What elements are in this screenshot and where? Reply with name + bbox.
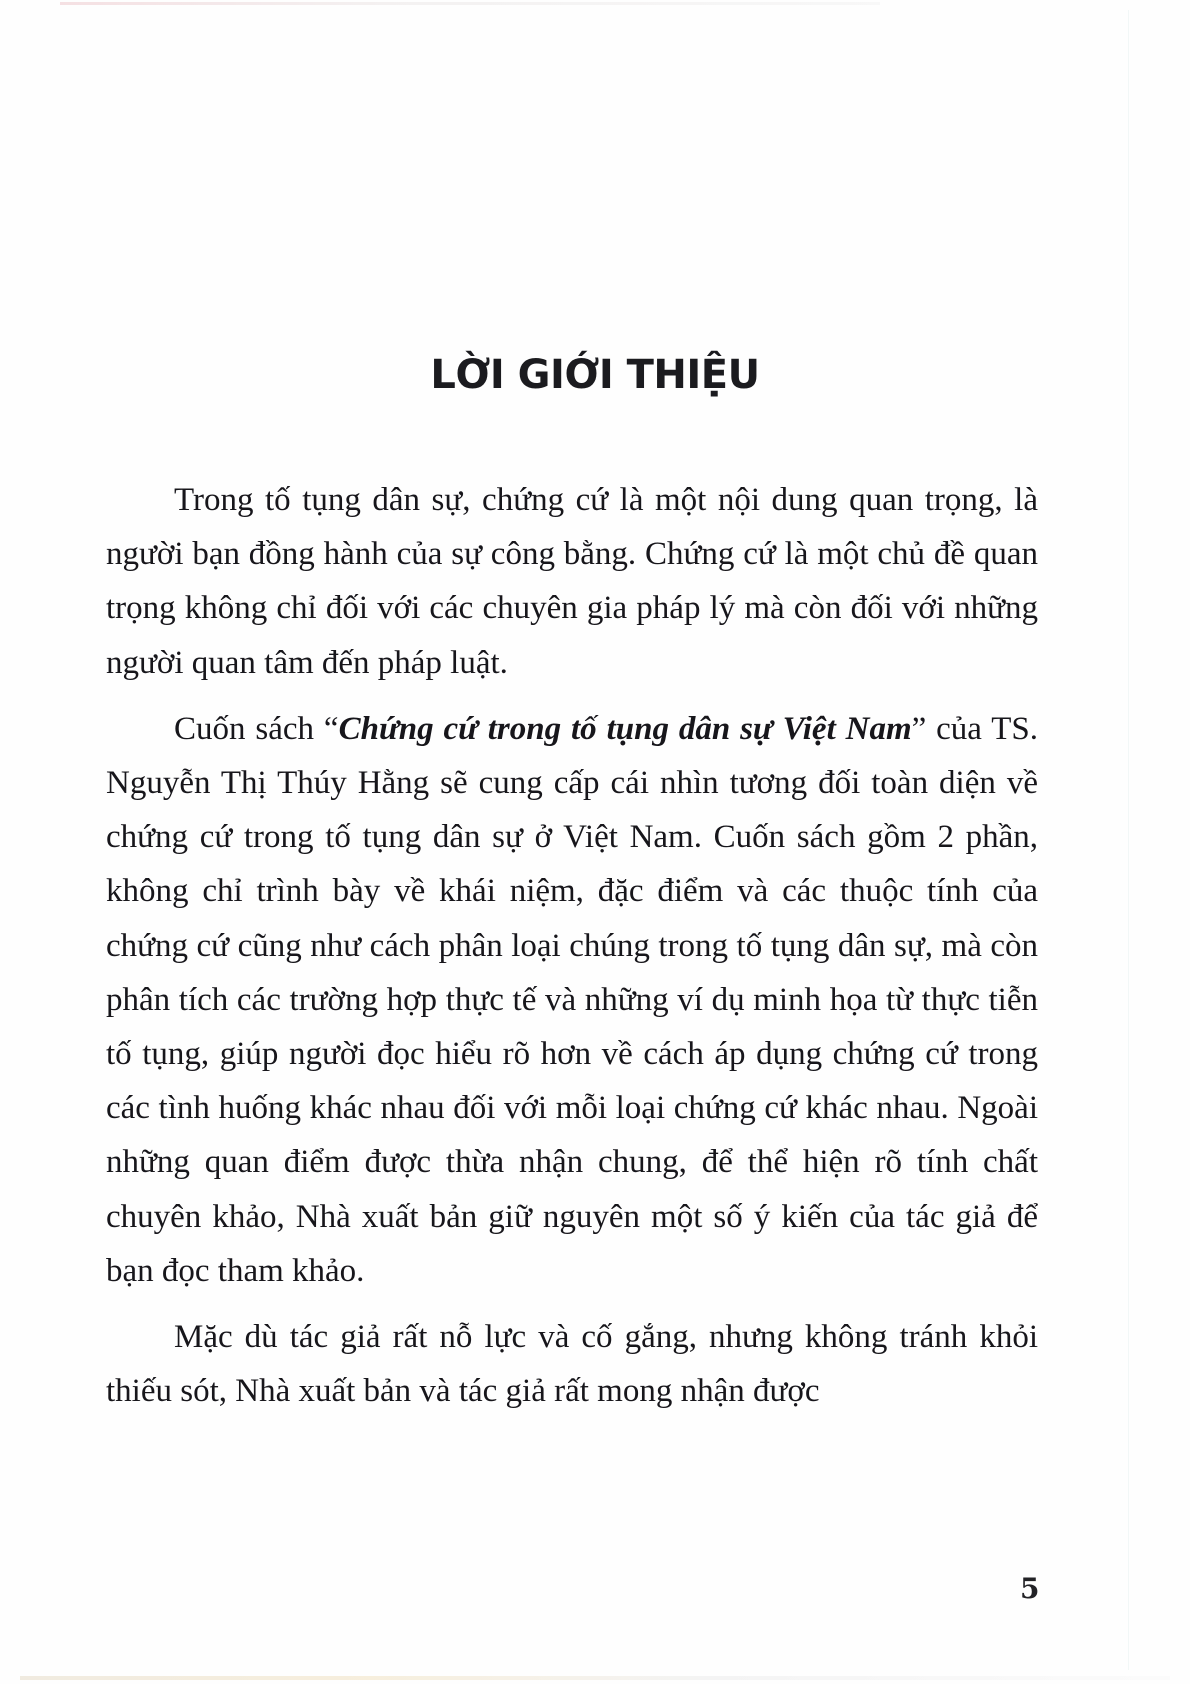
paragraph-intro: Trong tố tụng dân sự, chứng cứ là một nội dung quan trọng, là người bạn đồng hành của sự công bằng. Chứng cứ là một chủ đề quan trọng không chỉ đối với các chuyên gia pháp lý mà còn đối với những người quan tâm đến pháp luật. xyxy=(106,482,1038,681)
page-top-edge xyxy=(60,2,880,5)
page-right-edge xyxy=(1128,10,1129,1670)
page-heading: LỜI GIỚI THIỆU xyxy=(430,352,760,398)
paragraph-book-description xyxy=(106,702,1038,1298)
paragraph-closing: Mặc dù tác giả rất nỗ lực và cố gắng, nhưng không tránh khỏi thiếu sót, Nhà xuất bản và tác giả rất mong nhận được xyxy=(106,1319,1038,1410)
page-number: 5 xyxy=(1020,1572,1040,1605)
body-text xyxy=(106,473,1038,1430)
text-after-title: ” của TS. Nguyễn Thị Thúy Hằng sẽ cung cấp cái nhìn tương đối toàn diện về chứng cứ trong tố tụng dân sự ở Việt Nam. Cuốn sách gồm 2 phần, không chỉ trình bày về khái niệm, đặc điểm và các thuộc tính của chứng cứ cũng như cách phân loại chúng trong tố tụng dân sự, mà còn phân tích các trường hợp thực tế và những ví dụ minh họa từ thực tiễn tố tụng, giúp người đọc hiểu rõ hơn về cách áp dụng chứng cứ trong các tình huống khác nhau đối với mỗi loại chứng cứ khác nhau. Ngoài những quan điểm được thừa nhận chung, để thể hiện rõ tính chất chuyên khảo, Nhà xuất bản giữ nguyên một số ý kiến của tác giả để bạn đọc tham khảo. xyxy=(106,710,1039,1289)
text-before-title: Cuốn sách “ xyxy=(174,710,339,747)
page-bottom-edge xyxy=(20,1676,1170,1680)
book-title: Chứng cứ trong tố tụng dân sự Việt Nam xyxy=(338,710,912,747)
